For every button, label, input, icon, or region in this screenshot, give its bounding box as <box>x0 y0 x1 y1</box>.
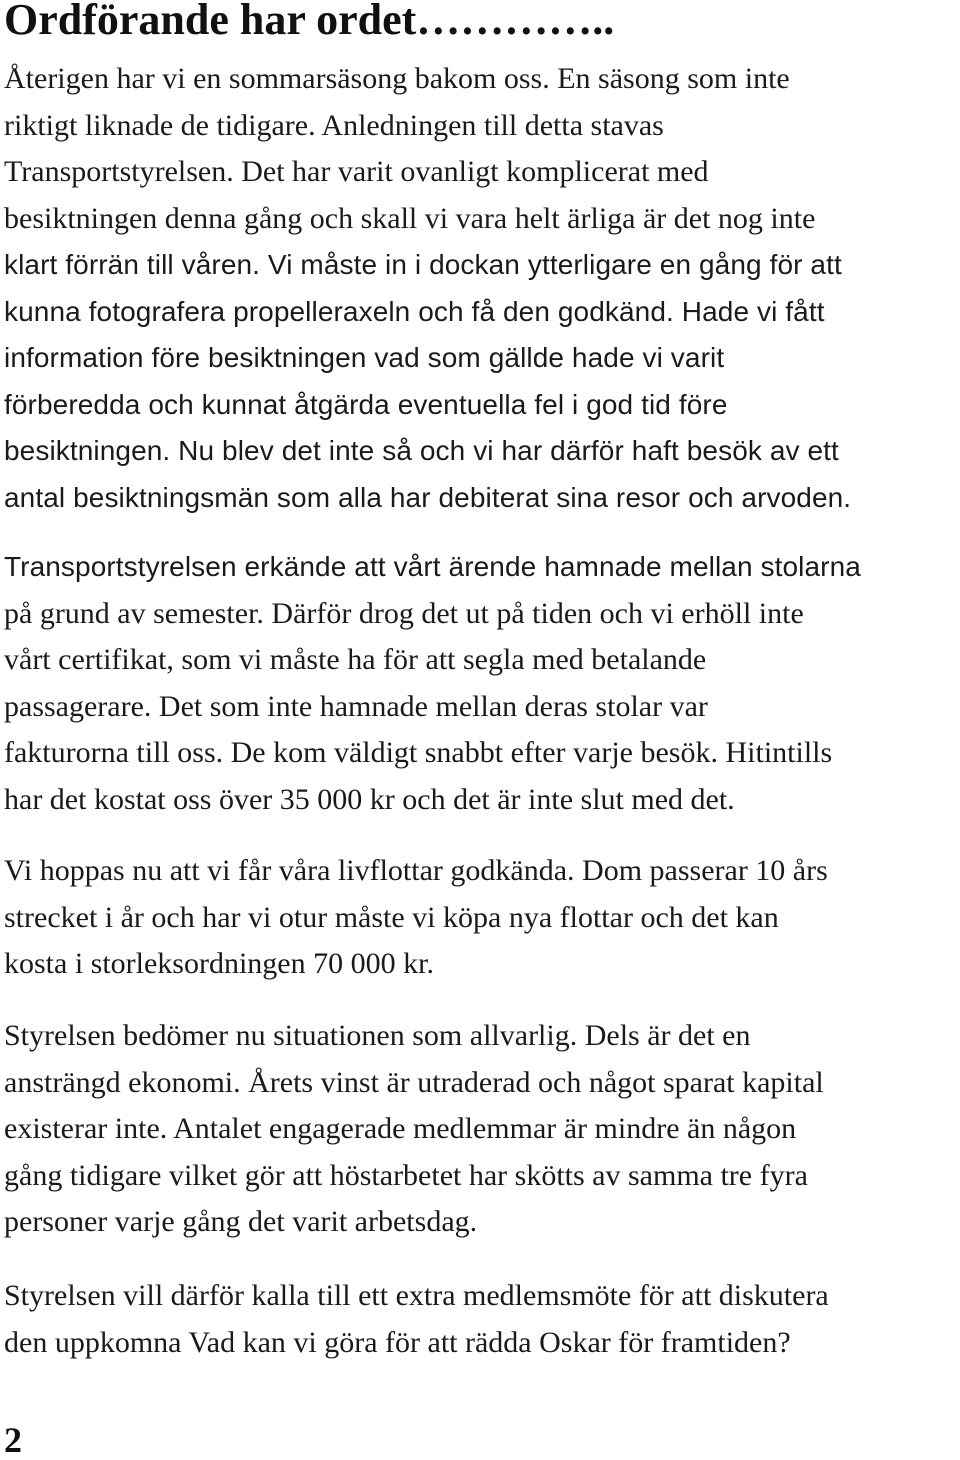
paragraph-1 <box>4 56 956 521</box>
page-title: Ordförande har ordet………….. <box>4 0 615 44</box>
text-line: vårt certifikat, som vi måste ha för att segla med betalande <box>4 643 707 676</box>
paragraph-2 <box>4 544 956 823</box>
text-line: existerar inte. Antalet engagerade medlemmar är mindre än någon <box>4 1112 797 1145</box>
text-line: Styrelsen bedömer nu situationen som allvarlig. Dels är det en <box>4 1019 751 1052</box>
text-line: information före besiktningen vad som gällde hade vi varit <box>4 342 725 373</box>
text-line: personer varje gång det varit arbetsdag. <box>4 1205 478 1238</box>
text-line: passagerare. Det som inte hamnade mellan deras stolar var <box>4 689 708 723</box>
paragraph-4 <box>4 1013 956 1246</box>
text-line: den uppkomna Vad kan vi göra för att rädda Oskar för framtiden? <box>4 1325 791 1359</box>
text-line: Transportstyrelsen erkände att vårt ärende hamnade mellan stolarna <box>4 551 861 582</box>
text-line: besiktningen. Nu blev det inte så och vi har därför haft besök av ett <box>4 435 839 466</box>
text-line: Vi hoppas nu att vi får våra livflottar godkända. Dom passerar 10 års <box>4 854 828 887</box>
text-line: riktigt liknade de tidigare. Anledningen till detta stavas <box>4 108 664 142</box>
paragraph-3 <box>4 848 956 988</box>
text-line: gång tidigare vilket gör att höstarbetet har skötts av samma tre fyra <box>4 1158 808 1192</box>
text-line: ansträngd ekonomi. Årets vinst är utraderad och något sparat kapital <box>4 1065 824 1099</box>
text-line: klart förrän till våren. Vi måste in i dockan ytterligare en gång för att <box>4 249 842 280</box>
text-line: kunna fotografera propelleraxeln och få den godkänd. Hade vi fått <box>4 295 825 327</box>
text-line: Transportstyrelsen. Det har varit ovanligt komplicerat med <box>4 155 709 188</box>
text-line: har det kostat oss över 35 000 kr och det är inte slut med det. <box>4 782 735 816</box>
paragraph-5 <box>4 1273 956 1366</box>
text-line: fakturorna till oss. De kom väldigt snabbt efter varje besök. Hitintills <box>4 736 833 769</box>
text-line: besiktningen denna gång och skall vi vara helt ärliga är det nog inte <box>4 201 816 235</box>
text-line: Styrelsen vill därför kalla till ett extra medlemsmöte för att diskutera <box>4 1279 829 1312</box>
text-line: strecket i år och har vi otur måste vi köpa nya flottar och det kan <box>4 900 779 934</box>
text-line: på grund av semester. Därför drog det ut på tiden och vi erhöll inte <box>4 596 804 630</box>
text-line: kosta i storleksordningen 70 000 kr. <box>4 947 434 980</box>
text-line: antal besiktningsmän som alla har debiterat sina resor och arvoden. <box>4 481 852 513</box>
text-line: Återigen har vi en sommarsäsong bakom oss. En säsong som inte <box>4 62 790 95</box>
page-number: 2 <box>4 1420 22 1460</box>
text-line: förberedda och kunnat åtgärda eventuella fel i god tid före <box>4 388 728 420</box>
